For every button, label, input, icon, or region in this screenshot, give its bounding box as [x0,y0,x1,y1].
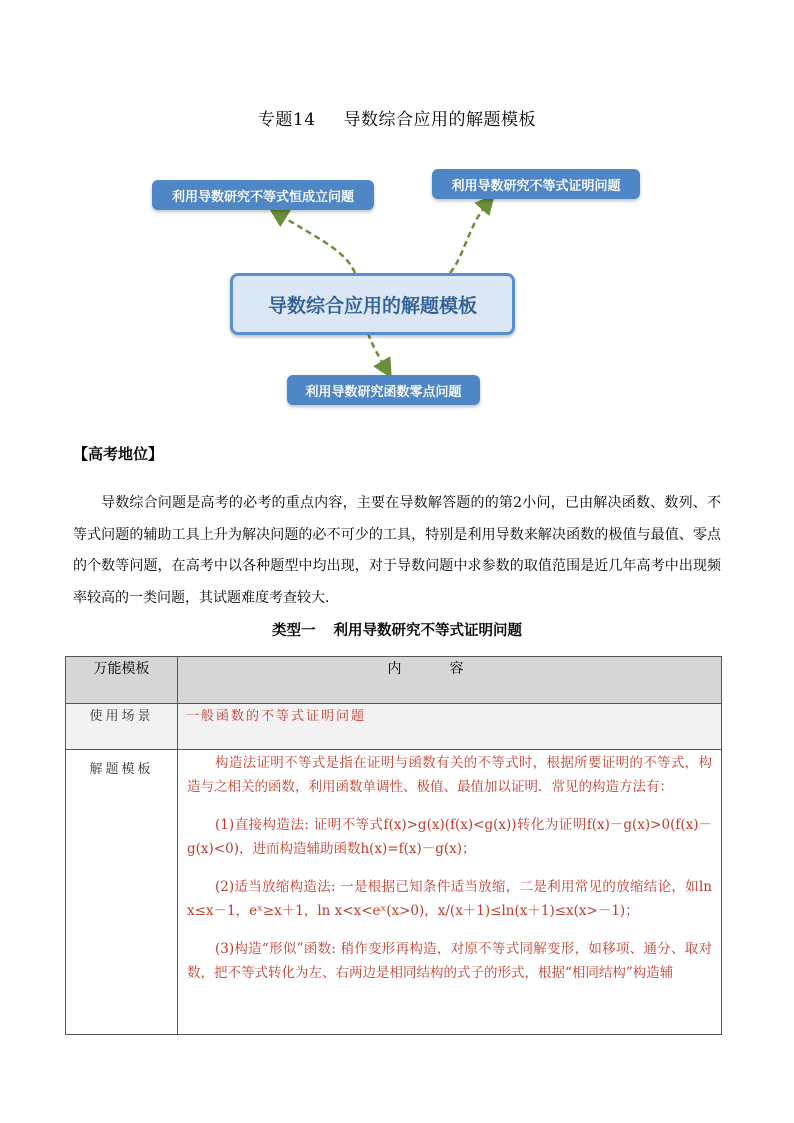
page-title [0,105,794,130]
topic-label: 专题14 [257,110,316,130]
connector-to-branch-2 [450,200,490,273]
scene-text: 一般函数的不等式证明问题 [178,704,722,750]
template-paragraph: (2)适当放缩构造法: 一是根据已知条件适当放缩，二是利用常见的放缩结论，如ln x≤x－1，eˣ≥x＋1，ln x<x<eˣ(x>0)，x/(x＋1)≤ln(x＋1)≤x(x>－1)； [187,879,712,919]
topic-title: 导数综合应用的解题模板 [343,110,537,130]
table-row-template [66,750,722,1035]
table-header-row [66,657,722,704]
intro-paragraph: 导数综合问题是高考的必考的重点内容，主要在导数解答题的的第2小问，已由解决函数、数列、不等式问题的辅助工具上升为解决问题的必不可少的工具，特别是利用导数来解决函数的极值与最值、零点的个数等问题，在高考中以各种题型中均出现，对于导数问题中求参数的取值范围是近几年高考中出现频率较高的一类问题，其试题难度考查较大. [73,495,721,606]
branch-node-label: 利用导数研究函数零点问题 [305,384,462,400]
branch-node-label: 利用导数研究不等式证明问题 [451,178,621,194]
section-heading: 【高考地位】 [73,445,164,463]
type-title-text: 利用导数研究不等式证明问题 [333,623,522,639]
type-label: 类型一 [272,623,316,639]
mind-map [0,160,794,420]
branch-node-inequality-proof [432,169,640,199]
scene-label: 使用场景 [66,704,178,750]
connector-to-branch-1 [275,212,355,273]
branch-node-label: 利用导数研究不等式恒成立问题 [171,189,354,205]
template-label: 解题模板 [66,750,178,1035]
template-paragraph: 构造法证明不等式是指在证明与函数有关的不等式时，根据所要证明的不等式，构造与之相关的函数，利用函数单调性、极值、最值加以证明．常见的构造方法有： [187,755,712,795]
branch-node-inequality-constant [152,180,374,210]
type-title [0,619,794,640]
template-paragraph: (3)构造“形似”函数: 稍作变形再构造，对原不等式同解变形，如移项、通分、取对数，把不等式转化为左、右两边是相同结构的式子的形式，根据“相同结构”构造辅 [187,941,712,981]
header-cell-template: 万能模板 [66,657,178,704]
central-node [230,273,515,335]
template-paragraph: (1)直接构造法: 证明不等式f(x)>g(x)(f(x)<g(x))转化为证明f(x)－g(x)>0(f(x)－g(x)<0)，进而构造辅助函数h(x)=f(x)－g(x)； [187,817,712,857]
header-cell-content: 内容 [178,657,722,704]
template-body [179,751,720,1026]
template-table [65,656,722,1035]
table-row-scene [66,704,722,750]
central-node-label: 导数综合应用的解题模板 [267,294,477,317]
connector-to-branch-3 [368,333,388,372]
template-content-cell [178,750,722,1035]
branch-node-function-zeros [287,375,480,405]
